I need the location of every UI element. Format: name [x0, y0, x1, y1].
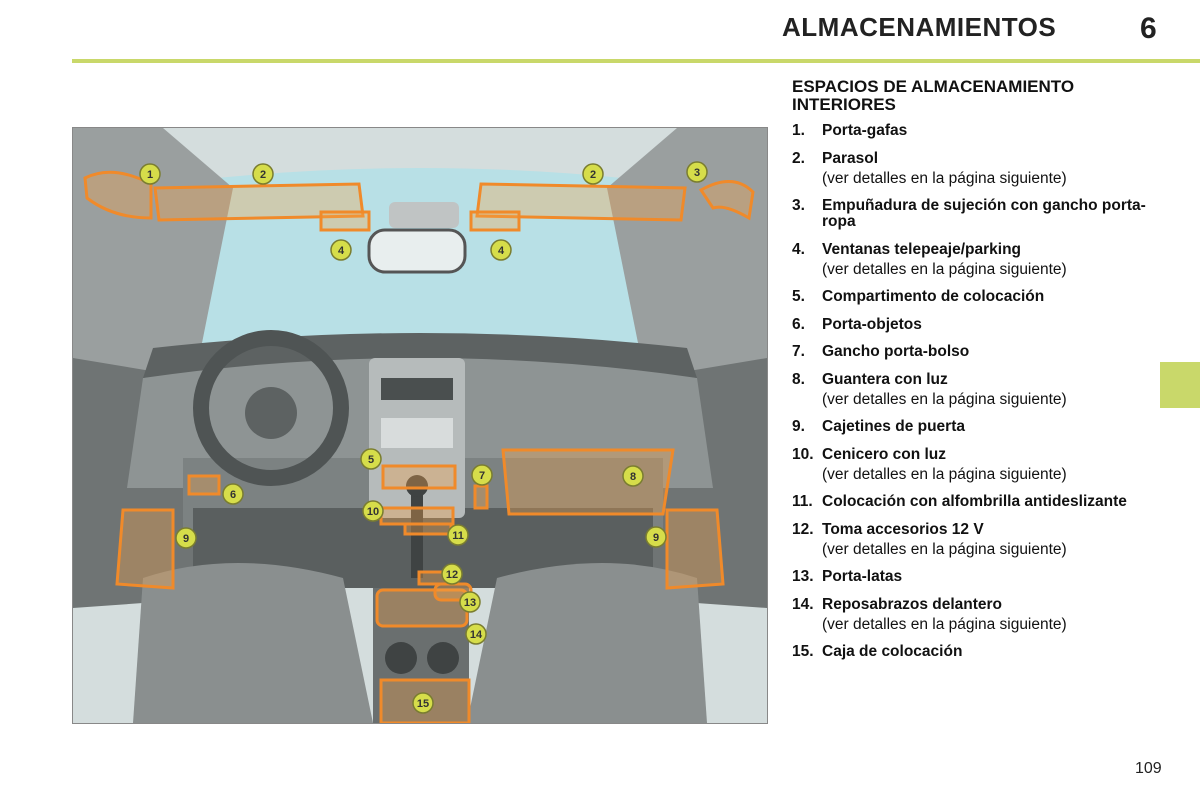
page-number: 109 [1135, 760, 1162, 777]
list-item: 13. Porta-latas [792, 568, 903, 585]
callout-9b: 9 [652, 532, 660, 544]
storage-item-list [792, 123, 1152, 672]
callout-6: 6 [229, 489, 237, 501]
list-item: 11. Colocación con alfombrilla antideslizante [792, 493, 1127, 510]
list-item: 2. Parasol (ver detalles en la página siguiente) [792, 149, 1067, 187]
list-item: 7. Gancho porta-bolso [792, 343, 970, 360]
callout-2a: 2 [259, 169, 267, 181]
callout-9a: 9 [182, 533, 190, 545]
list-item: 3. Empuñadura de sujeción con gancho porta-ropa [792, 197, 1146, 230]
chapter-side-tab [1160, 362, 1200, 408]
list-item: 10. Cenicero con luz (ver detalles en la página siguiente) [792, 445, 1067, 483]
list-item: 9. Cajetines de puerta [792, 418, 965, 435]
callout-7: 7 [478, 470, 486, 482]
callout-5: 5 [367, 454, 375, 466]
list-item: 4. Ventanas telepeaje/parking (ver detalles en la página siguiente) [792, 240, 1067, 278]
list-item: 1. Porta-gafas [792, 122, 908, 139]
callout-1: 1 [146, 169, 154, 181]
callout-4a: 4 [337, 245, 345, 257]
callout-3: 3 [693, 167, 701, 179]
car-interior-illustration [72, 127, 768, 724]
header-rule [72, 59, 1200, 63]
callout-15: 15 [416, 698, 430, 710]
list-item: 5. Compartimento de colocación [792, 288, 1045, 305]
callout-8: 8 [629, 471, 637, 483]
callout-14: 14 [469, 629, 483, 641]
section-title: ESPACIOS DE ALMACENAMIENTO INTERIORES [792, 77, 1075, 114]
callout-4b: 4 [497, 245, 505, 257]
callout-2b: 2 [589, 169, 597, 181]
list-item: 14. Reposabrazos delantero (ver detalles en la página siguiente) [792, 595, 1067, 633]
callout-13: 13 [463, 597, 477, 609]
chapter-number: 6 [1140, 12, 1157, 45]
callout-12: 12 [445, 569, 459, 581]
page-header-title: ALMACENAMIENTOS [782, 12, 1057, 42]
list-item: 15. Caja de colocación [792, 643, 963, 660]
callout-11: 11 [452, 530, 464, 542]
list-item: 12. Toma accesorios 12 V (ver detalles en la página siguiente) [792, 520, 1067, 558]
list-item: 8. Guantera con luz (ver detalles en la página siguiente) [792, 370, 1067, 408]
list-item: 6. Porta-objetos [792, 315, 922, 333]
callout-10: 10 [366, 506, 380, 518]
